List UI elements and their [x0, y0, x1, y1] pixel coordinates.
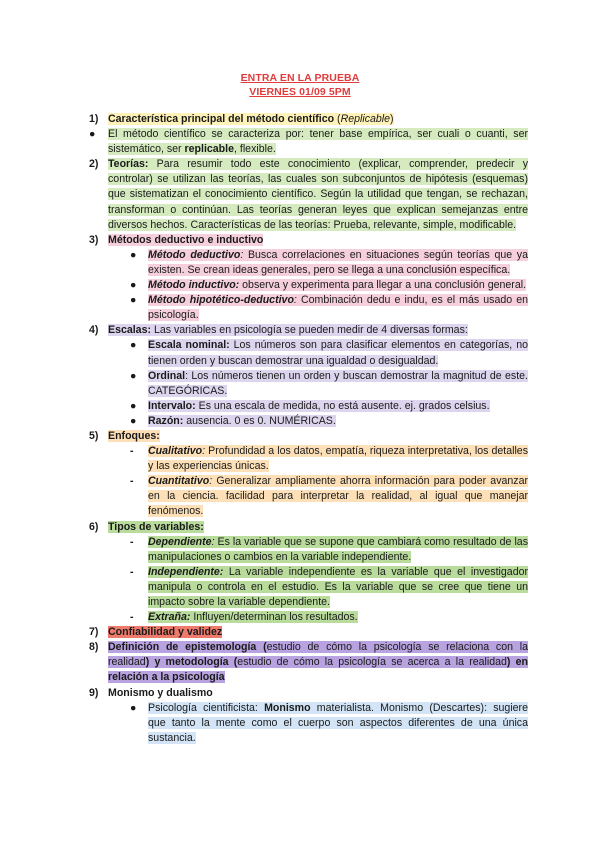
section-number: 9) [89, 686, 99, 699]
item-text: materialista. Monismo (Descartes): sugiere que tanto la mente como el cuerpo son aspectos diferentes de una única sustancia. [148, 701, 528, 744]
section-heading-continued: ) y metodología ( [145, 656, 238, 669]
list-item [89, 414, 528, 429]
content [89, 112, 528, 746]
bullet-icon: ● [130, 279, 137, 292]
dash-icon: - [130, 535, 134, 548]
section-heading-end: ) en relación a la psicología [108, 656, 529, 684]
section-9-heading [89, 686, 528, 701]
section-heading: Monismo y dualismo [108, 686, 213, 699]
section-1-heading: 1) Característica principal del método científico (Replicable) [89, 112, 528, 127]
list-item: - Cuantitativo: Generalizar ampliamente ahorra información para poder avanzar en la ciencia. facilidad para interpretar la realidad, al igual que manejar fenómenos. [130, 475, 528, 518]
section-text: Para resumir todo este conocimiento (explicar, comprender, predecir y controlar) se utilizan las teorías, las cuales son subconjuntos de hipótesis (esquemas) que sistematizan el conocimiento científico. Según la utilidad que tengan, se rechazan, transforman o continúan. Las teorías generan leyes que explican semejanzas entre diversos hechos. Características de las teorías: Prueba, relevante, simple, modificable. [108, 158, 528, 231]
list-item [89, 399, 528, 414]
item-term: Ordinal [148, 369, 186, 382]
list-item [89, 701, 528, 746]
section-number: 4) [89, 324, 99, 337]
dash-icon: - [130, 445, 134, 458]
list-item [89, 610, 528, 625]
list-item [89, 565, 528, 610]
dash-icon: - [130, 475, 134, 488]
item-text: Los números son para clasificar elementos en categorías, no tienen orden y buscan demostrar una igualdad o desigualdad. [148, 339, 528, 367]
item-term: Método inductivo: [148, 279, 240, 292]
bullet-emphasis: replicable [184, 143, 234, 156]
bullet-icon: ● [130, 248, 137, 261]
section-5-heading [89, 429, 528, 444]
item-term: Intervalo: [148, 399, 196, 412]
bullet-icon: ● [130, 701, 137, 714]
list-item: - Dependiente: Es la variable que se supone que cambiará como resultado de las manipulaciones o cambios en la variable independiente. [130, 535, 528, 563]
section-8 [89, 640, 528, 685]
dash-icon: - [130, 611, 134, 624]
title-block [0, 71, 600, 99]
bullet-icon: ● [130, 294, 137, 307]
item-text: : Los números tienen un orden y buscan demostrar la magnitud de este. CATEGÓRICAS. [148, 369, 528, 397]
item-text: La variable independiente es la variable que el investigador manipula o controla en el estudio. Es la variable que se cree que tiene un impacto sobre la variable dependiente. [148, 565, 528, 608]
section-heading: Tipos de variables: [108, 520, 204, 533]
section-heading: Teorías: [108, 158, 149, 171]
item-term: Método deductivo [148, 248, 241, 261]
item-term: Independiente: [148, 565, 224, 578]
item-text: Combinación dedu e indu, es el más usado en psicología. [148, 294, 528, 322]
item-text: Profundidad a los datos, empatía, riqueza interpretativa, los detalles y las experiencias únicas. [148, 445, 528, 473]
section-text: estudio de cómo la psicología se acerca a la realidad [237, 656, 507, 669]
title-line-2: VIERNES 01/09 5PM [249, 86, 351, 98]
item-text: Busca correlaciones en situaciones según teorías que ya existen. Se crean ideas generales, pero se llega a una conclusión específica. [148, 248, 528, 276]
item-text: Es una escala de medida, no está ausente. ej. grados celsius. [195, 399, 490, 412]
section-3-heading [89, 233, 528, 248]
item-text: Generalizar ampliamente ahorra información para poder avanzar en la ciencia. facilidad para interpretar la realidad, al igual que manejar fenómenos. [148, 475, 528, 518]
section-heading: Característica principal del método científico [108, 113, 335, 125]
section-1-bullet: ● El método científico se caracteriza por: tener base empírica, ser cuali o cuanti, ser sistemático, ser replicable, flexible. [89, 128, 528, 156]
item-term: Método hipotético-deductivo [148, 294, 294, 307]
bullet-icon: ● [130, 339, 137, 352]
section-heading: Enfoques: [108, 429, 160, 442]
dash-icon: - [130, 565, 134, 578]
item-term: Cuantitativo [148, 475, 210, 488]
list-item: ● Método deductivo: Busca correlaciones en situaciones según teorías que ya existen. Se crean ideas generales, pero se llega a una conclusión específica. [130, 248, 528, 276]
item-term: Cualitativo [148, 445, 203, 458]
section-number: 6) [89, 520, 99, 533]
item-text: Influyen/determinan los resultados. [190, 611, 358, 624]
section-number: 5) [89, 429, 99, 442]
item-term: Dependiente [148, 535, 212, 548]
section-4-heading [89, 323, 528, 338]
bullet-icon: ● [130, 414, 137, 427]
bullet-text: El método científico se caracteriza por: tener base empírica, ser cuali o cuanti, ser sistemático, ser [108, 128, 528, 156]
bullet-icon: ● [130, 399, 137, 412]
section-number: 2) [89, 158, 99, 171]
list-item: - Cualitativo: Profundidad a los datos, empatía, riqueza interpretativa, los detalles y las experiencias únicas. [130, 445, 528, 473]
section-number: 8) [89, 641, 99, 654]
list-item: ● Método hipotético-deductivo: Combinación dedu e indu, es el más usado en psicología. [130, 294, 528, 322]
section-heading: Escalas: [108, 324, 151, 337]
item-text: Es la variable que se supone que cambiará como resultado de las manipulaciones o cambios en la variable independiente. [148, 535, 528, 563]
item-term: Extraña: [148, 611, 191, 624]
section-heading: Métodos deductivo e inductivo [108, 233, 264, 246]
section-6-heading [89, 520, 528, 535]
bullet-icon: ● [89, 128, 96, 141]
section-heading: Confiabilidad y validez [108, 626, 223, 639]
section-number: 7) [89, 626, 99, 639]
list-item [89, 369, 528, 399]
item-text: ausencia. 0 es 0. NUMÉRICAS. [183, 414, 336, 427]
list-item [89, 278, 528, 293]
section-text: estudio de cómo la psicología se relaciona con la realidad [108, 641, 528, 669]
item-text: observa y experimenta para llegar a una conclusión general. [239, 279, 527, 292]
replicable-label: Replicable [340, 113, 391, 125]
section-7 [89, 625, 528, 640]
bullet-icon: ● [130, 369, 137, 382]
item-term: Escala nominal: [148, 339, 230, 352]
item-term: Razón: [148, 414, 184, 427]
title-line-1: ENTRA EN LA PRUEBA [240, 72, 360, 84]
item-text: Psicología cientificista: [148, 701, 265, 714]
list-item [89, 338, 528, 368]
section-number: 1) [89, 113, 99, 125]
section-2 [89, 157, 528, 232]
section-number: 3) [89, 233, 99, 246]
section-text: Las variables en psicología se pueden medir de 4 diversas formas: [151, 324, 468, 337]
section-heading: Definición de epistemología ( [108, 641, 267, 654]
item-term: Monismo [264, 701, 311, 714]
